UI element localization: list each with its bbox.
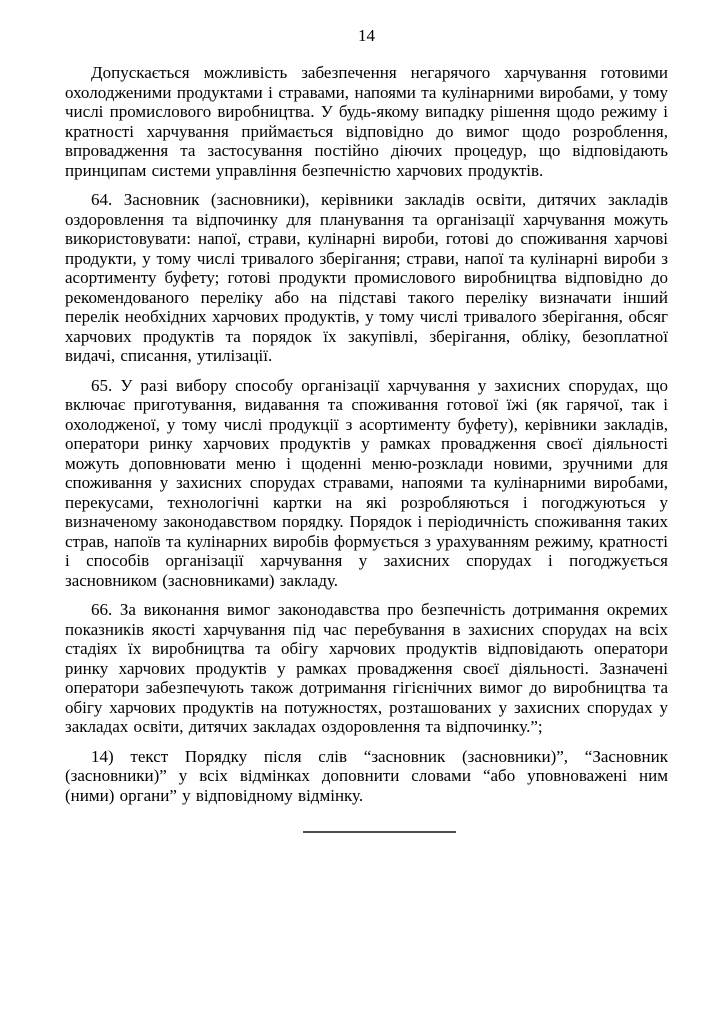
paragraph-64: 64. Засновник (засновники), керівники закладів освіти, дитячих закладів оздоровлення та відпочинку для планування та організації харчування можуть використовувати: напої, страви, кулінарні вироби, готові до споживання харчові продукти, у тому числі тривалого зберігання; страви, напої та кулінарні вироби з асортименту буфету; готові продукти промислового виробництва відповідно до рекомендованого переліку або на підставі такого переліку визначати інший перелік необхідних харчових продуктів, у тому числі тривалого зберігання, обсяг харчових продуктів та порядок їх закупівлі, зберігання, обліку, безоплатної видачі, списання, утилізації. bbox=[65, 190, 668, 365]
paragraph-item-14: 14) текст Порядку після слів “засновник (засновники)”, “Засновник (засновники)” у всіх відмінках доповнити словами “або уповноважені ним (ними) органи” у відповідному відмінку. bbox=[65, 746, 668, 805]
page-number: 14 bbox=[358, 26, 375, 45]
paragraph-intro: Допускається можливість забезпечення негарячого харчування готовими охолодженими продуктами і стравами, напоями та кулінарними виробами, у тому числі промислового виробництва. У будь-якому випадку рішення щодо режиму і кратності харчування приймається відповідно до вимог щодо розроблення, впровадження та застосування постійно діючих процедур, що відповідають принципам системи управління безпечністю харчових продуктів. bbox=[65, 63, 668, 180]
paragraph-66: 66. За виконання вимог законодавства про безпечність дотримання окремих показників якості харчування під час перебування в захисних спорудах на всіх стадіях їх виробництва та обігу харчових продуктів відповідають оператори ринку харчових продуктів у рамках провадження своєї діяльності. Зазначені оператори забезпечують також дотримання гігієнічних вимог до виробництва та обігу харчових продуктів на потужностях, розташованих у захисних спорудах у закладах освіти, дитячих закладах оздоровлення та відпочинку.”; bbox=[65, 600, 668, 736]
paragraph-65: 65. У разі вибору способу організації харчування у захисних спорудах, що включає приготування, видавання та споживання готової їжі (як гарячої, так і охолодженої, у тому числі продукції з асортименту буфету), керівники закладів, оператори ринку харчових продуктів у рамках провадження своєї діяльності можуть доповнювати меню і щоденні меню-розклади новими, зручними для споживання у захисних спорудах стравами, напоями та кулінарними виробами, перекусами, технологічні картки на які розробляються і погоджуються у визначеному законодавством порядку. Порядок і періодичність споживання таких страв, напоїв та кулінарних виробів формується з урахуванням режиму, кратності і способів організації харчування у захисних спорудах і погоджується засновником (засновниками) закладу. bbox=[65, 375, 668, 590]
end-of-text-divider bbox=[303, 831, 456, 833]
